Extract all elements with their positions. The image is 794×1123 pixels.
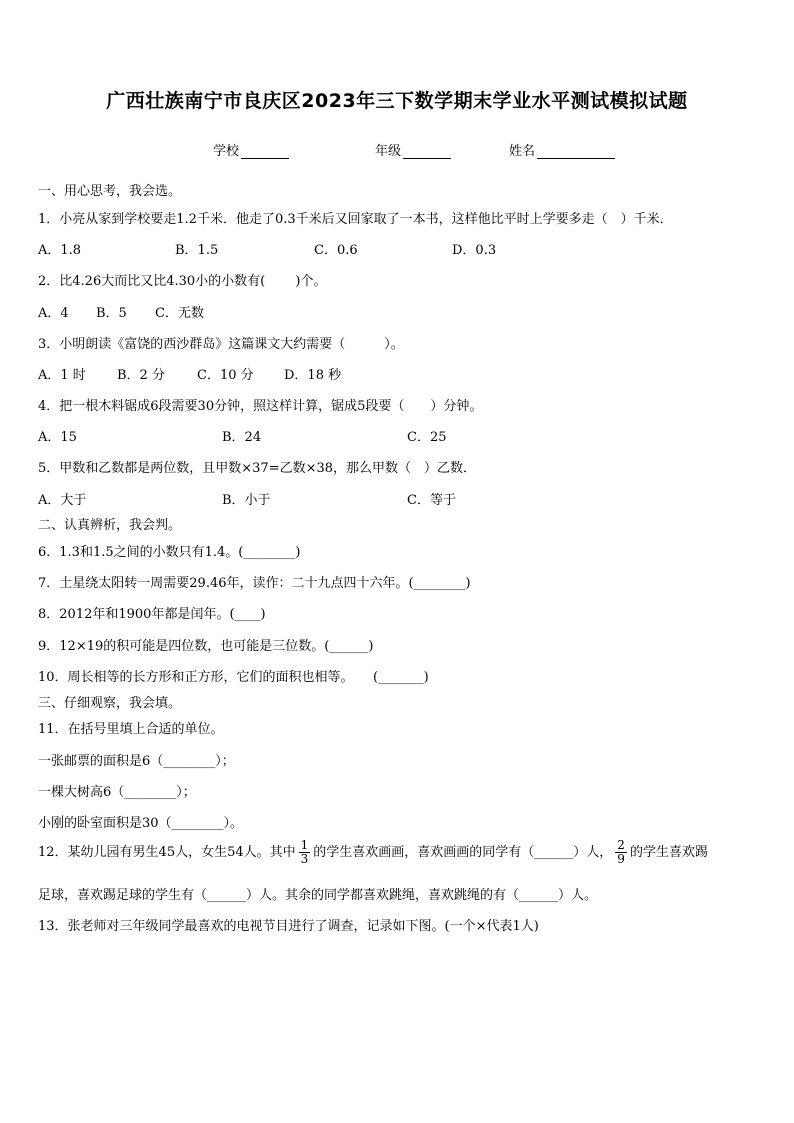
question-7: 7．土星绕太阳转一周需要29.46年，读作：二十九点四十六年。(________) [38,576,471,591]
school-field [213,140,289,159]
q3-option-c[interactable]: C．10 分 [197,368,254,383]
question-11-b: 一棵大树高6（________）； [38,785,196,800]
school-label: 学校 [213,144,240,159]
q3-option-d[interactable]: D．18 秒 [284,368,342,383]
grade-blank[interactable] [403,144,451,159]
name-blank[interactable] [537,144,615,159]
question-6: 6．1.3和1.5之间的小数只有1.4。(________) [38,545,301,560]
q2-option-c[interactable]: C．无数 [155,306,204,321]
q12-text-part1: 12．某幼儿园有男生45人，女生54人。其中 [38,845,296,860]
question-1: 1．小亮从家到学校要走1.2千米．他走了0.3千米后又回家取了一本书，这样他比平时上学要多走（ ）千米． [38,212,673,227]
question-10: 10．周长相等的长方形和正方形，它们的面积也相等。 (_______) [38,670,429,685]
question-9: 9．12×19的积可能是四位数，也可能是三位数。(______) [38,639,374,654]
grade-label: 年级 [375,144,402,159]
question-13: 13．张老师对三年级同学最喜欢的电视节目进行了调查，记录如下图。(一个×代表1人) [38,919,539,934]
q3-option-a[interactable]: A．1 时 [38,368,86,383]
section3-heading: 三、仔细观察，我会填。 [38,696,182,711]
question-8: 8．2012年和1900年都是闰年。(____) [38,607,266,622]
page-title: 广西壮族南宁市良庆区2023年三下数学期末学业水平测试模拟试题 [106,90,688,112]
fraction-two-ninths [615,839,627,866]
school-blank[interactable] [241,144,289,159]
question-3: 3．小明朗读《富饶的西沙群岛》这篇课文大约需要（ ）。 [38,337,404,352]
fraction-denominator: 3 [300,852,309,866]
question-2: 2．比4.26大而比又比4.30小的小数有( )个。 [38,274,327,289]
q1-option-b[interactable]: B．1.5 [175,243,219,258]
question-4: 4．把一根木料锯成6段需要30分钟，照这样计算，锯成5段要（ ）分钟。 [38,399,483,414]
fraction-one-third [299,839,311,866]
question-12-line2: 足球，喜欢踢足球的学生有（______）人。其余的同学都喜欢跳绳，喜欢跳绳的有（______）人。 [38,888,598,903]
name-label: 姓名 [509,144,536,159]
q2-option-b[interactable]: B．5 [96,306,127,321]
section2-heading: 二、认真辨析，我会判。 [38,518,182,533]
q1-option-c[interactable]: C．0.6 [314,243,358,258]
question-11-a: 一张邮票的面积是6（________）； [38,754,235,769]
q5-option-a[interactable]: A．大于 [38,493,87,508]
q5-option-b[interactable]: B．小于 [222,493,271,508]
q1-option-a[interactable]: A．1.8 [38,243,82,258]
q5-option-c[interactable]: C．等于 [407,493,456,508]
question-11-c: 小刚的卧室面积是30（________）。 [38,816,244,831]
q4-option-b[interactable]: B．24 [222,430,262,445]
name-field [509,140,615,159]
question-12-line1 [38,838,708,868]
fraction-numerator: 1 [300,838,309,852]
q3-option-b[interactable]: B．2 分 [117,368,165,383]
fraction-denominator: 9 [617,852,625,866]
q12-text-part2: 的学生喜欢画画，喜欢画画的同学有（______）人， [313,845,613,860]
fraction-numerator: 2 [617,838,625,852]
q4-option-a[interactable]: A．15 [38,430,77,445]
section1-heading: 一、用心思考，我会选。 [38,184,182,199]
q1-option-d[interactable]: D．0.3 [452,243,497,258]
q12-text-part3: 的学生喜欢踢 [629,845,708,860]
question-5: 5．甲数和乙数都是两位数，且甲数×37=乙数×38，那么甲数（ ）乙数． [38,461,477,476]
question-11: 11．在括号里填上合适的单位。 [38,722,224,737]
grade-field [375,140,451,159]
q2-option-a[interactable]: A．4 [38,306,69,321]
q4-option-c[interactable]: C．25 [407,430,447,445]
